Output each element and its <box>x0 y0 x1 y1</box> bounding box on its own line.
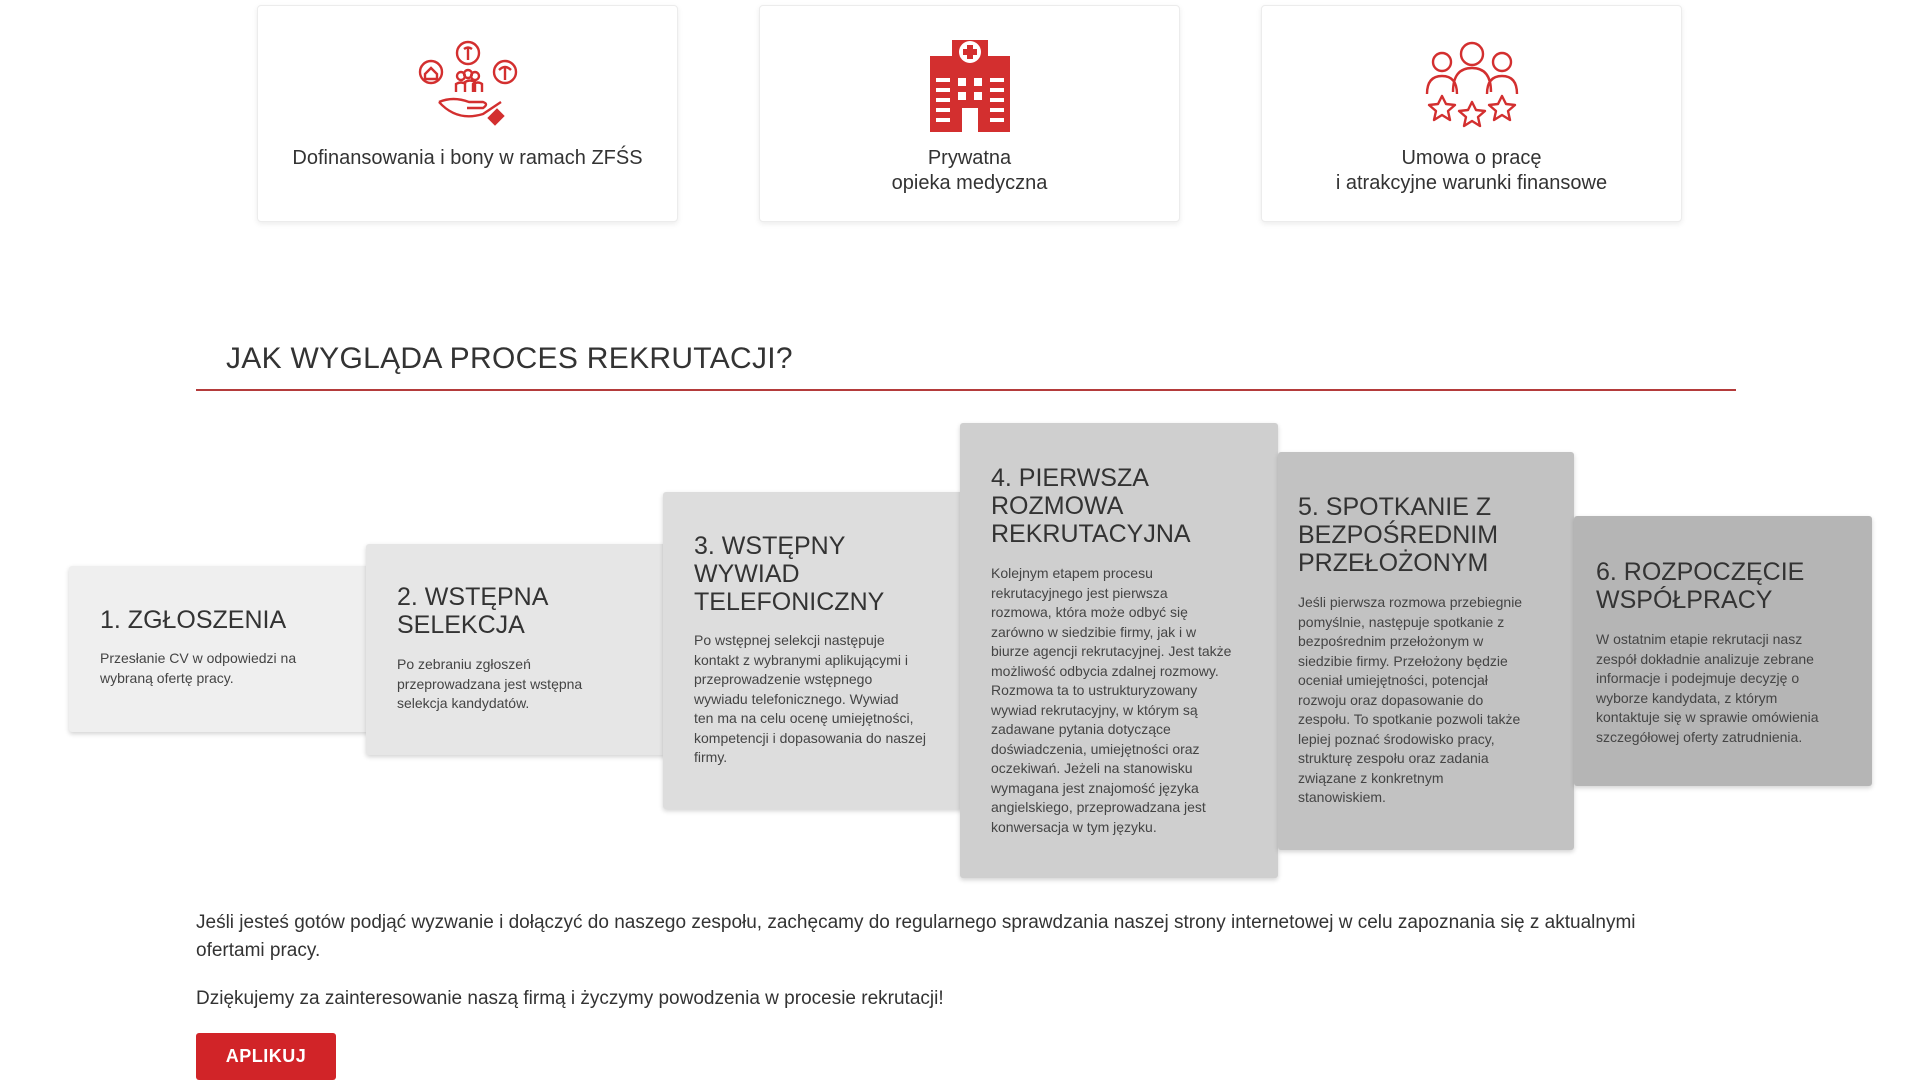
recruitment-step-5 <box>1278 452 1574 850</box>
benefit-card-zfss <box>257 5 678 222</box>
thanks-paragraph: Dziękujemy za zainteresowanie naszą firmą i życzymy powodzenia w procesie rekrutacji! <box>196 988 944 1009</box>
recruitment-step-3 <box>663 492 963 809</box>
recruitment-step-1 <box>69 566 369 732</box>
hospital-icon <box>760 36 1179 136</box>
step-title: 2. WSTĘPNA SELEKCJA <box>397 583 549 639</box>
benefit-text-line: Prywatna <box>927 147 1012 169</box>
benefit-card-contract <box>1261 5 1682 222</box>
funding-hand-icon <box>258 36 677 136</box>
step-title: 5. SPOTKANIE Z BEZPOŚREDNIM PRZEŁOŻONYM <box>1298 493 1499 577</box>
benefit-text-line: Umowa o pracę <box>1401 147 1542 169</box>
step-description: Przesłanie CV w odpowiedzi na wybraną ofertę pracy. <box>100 650 297 686</box>
step-description: Po zebraniu zgłoszeń przeprowadzana jest wstępna selekcja kandydatów. <box>397 656 583 711</box>
benefit-text-line: i atrakcyjne warunki finansowe <box>1335 172 1608 194</box>
step-title: 1. ZGŁOSZENIA <box>100 606 287 634</box>
benefit-card-medical <box>759 5 1180 222</box>
section-divider <box>196 389 1736 391</box>
benefit-text-line: Dofinansowania i bony w ramach ZFŚS <box>292 147 643 169</box>
step-title: 6. ROZPOCZĘCIE WSPÓŁPRACY <box>1596 558 1805 614</box>
benefit-text-line: opieka medyczna <box>891 172 1048 194</box>
closing-paragraph: Jeśli jesteś gotów podjąć wyzwanie i dołączyć do naszego zespołu, zachęcamy do regularnego sprawdzania naszej strony internetowej w celu zapoznania się z aktualnymi ofertami pracy. <box>196 912 1636 961</box>
recruitment-step-4 <box>960 423 1278 878</box>
step-title: 4. PIERWSZA ROZMOWA REKRUTACYJNA <box>991 464 1191 548</box>
step-description: Jeśli pierwsza rozmowa przebiegnie pomyślnie, następuje spotkanie z bezpośrednim przełożonym w siedzibie firmy. Przełożony będzie oceniał umiejętności, potencjał rozwoju oraz dopasowanie do zespołu. To spotkanie pozwoli także lepiej poznać środowisko pracy, strukturę zespołu oraz zadania związane z konkretnym stanowiskiem. <box>1298 594 1523 805</box>
step-title: 3. WSTĘPNY WYWIAD TELEFONICZNY <box>694 532 885 616</box>
recruitment-step-6 <box>1574 516 1872 786</box>
step-description: W ostatnim etapie rekrutacji nasz zespół dokładnie analizuje zebrane informacje i podejmuje decyzję o wyborze kandydata, z którym kontaktuje się w sprawie omówienia szczegółowej oferty zatrudnienia. <box>1596 631 1819 745</box>
step-description: Po wstępnej selekcji następuje kontakt z wybranymi aplikującymi i przeprowadzenie wstępnego wywiadu telefonicznego. Wywiad ten ma na celu ocenę umiejętności, kompetencji i dopasowania do naszej firmy. <box>694 632 926 765</box>
apply-button[interactable]: APLIKUJ <box>196 1033 336 1080</box>
step-description: Kolejnym etapem procesu rekrutacyjnego jest pierwsza rozmowa, która może odbyć się zarówno w siedzibie firmy, jak i w biurze agencji rekrutacyjnej. Jest także możliwość odbycia zdalnej rozmowy. Rozmowa ta to ustrukturyzowany wywiad rekrutacyjny, w którym są zadawane pytania dotyczące doświadczenia, umiejętności oraz oczekiwań. Jeżeli na stanowisku wymagana jest znajomość języka angielskiego, przeprowadzana jest konwersacja w tym języku. <box>991 565 1232 835</box>
recruitment-step-2 <box>366 544 666 755</box>
team-stars-icon <box>1262 36 1681 136</box>
section-title: JAK WYGLĄDA PROCES REKRUTACJI? <box>226 342 793 375</box>
